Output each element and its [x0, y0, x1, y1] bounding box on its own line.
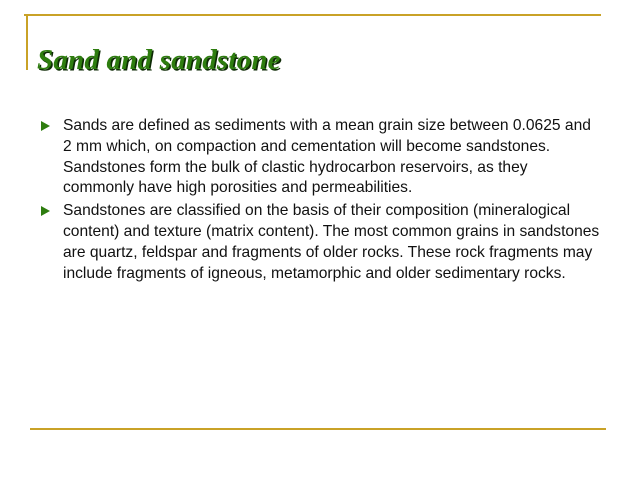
- triangle-bullet-icon: [41, 121, 50, 131]
- triangle-bullet-icon: [41, 206, 50, 216]
- bullet-item: [38, 116, 600, 199]
- top-divider: [24, 14, 601, 16]
- bullet-list: [38, 116, 600, 284]
- left-accent-line: [26, 14, 28, 70]
- slide-title: Sand and sandstone: [37, 44, 281, 76]
- bottom-divider: [30, 428, 606, 430]
- bullet-text: Sands are defined as sediments with a mean grain size between 0.0625 and 2 mm which, on compaction and cementation will become sandstones. Sandstones form the bulk of clastic hydrocarbon reservoirs, as they commonly have high porosities and permeabilities.: [63, 117, 591, 197]
- bullet-text: Sandstones are classified on the basis of their composition (mineralogical content) and texture (matrix content). The most common grains in sandstones are quartz, feldspar and fragments of older rocks. These rock fragments may include fragments of igneous, metamorphic and older sedimentary rocks.: [63, 202, 600, 282]
- bullet-item: [38, 201, 600, 284]
